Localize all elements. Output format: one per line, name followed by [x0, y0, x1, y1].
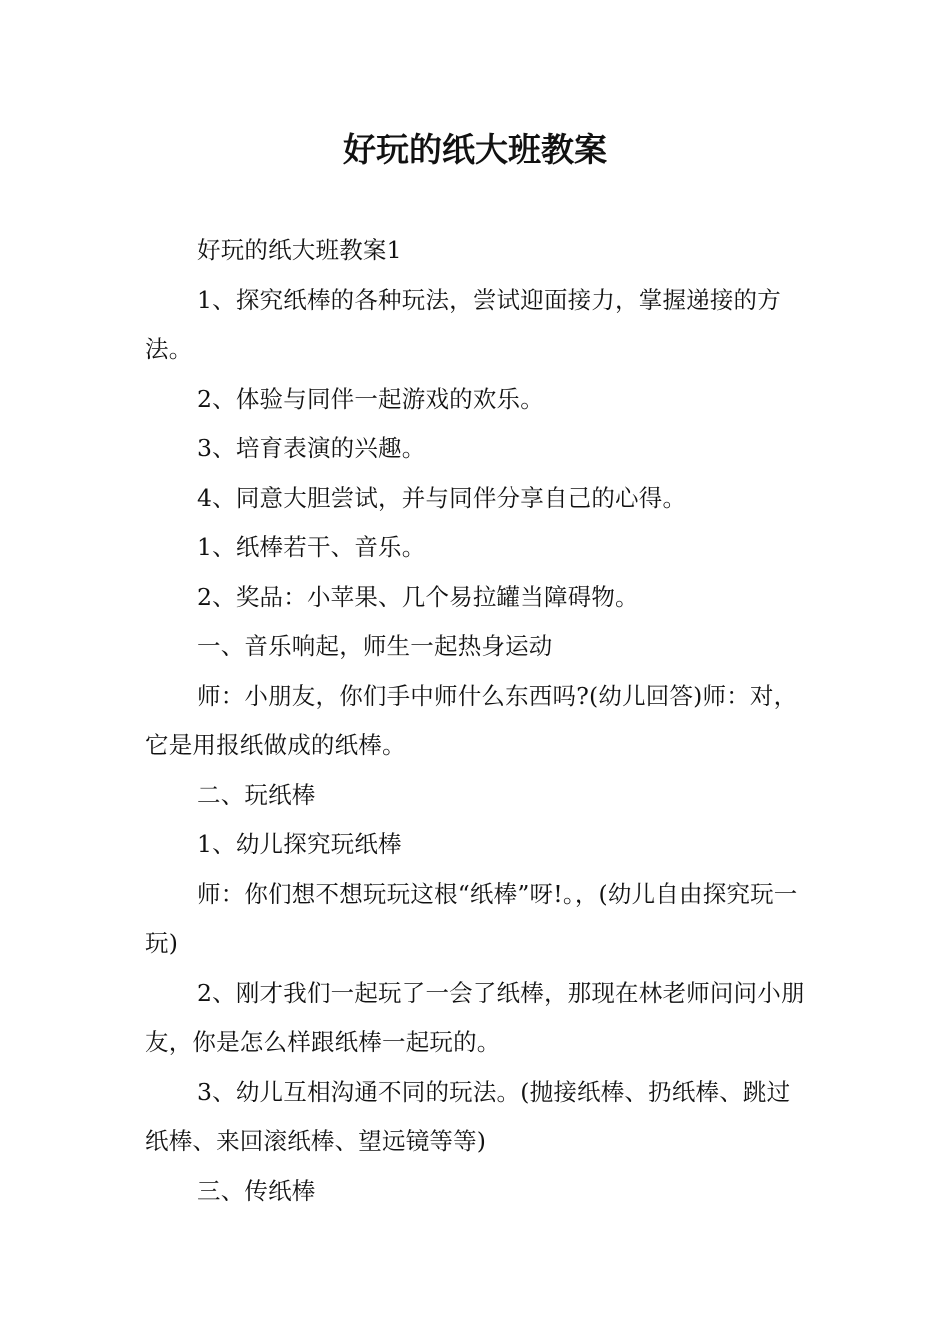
paragraph: 2、奖品：小苹果、几个易拉罐当障碍物。 — [197, 582, 639, 611]
paragraph: 三、传纸棒 — [197, 1176, 316, 1205]
paragraph: 师：小朋友，你们手中师什么东西吗?(幼儿回答)师：对，它是用报纸做成的纸棒。 — [145, 681, 798, 759]
paragraph: 师：你们想不想玩玩这根“纸棒”呀!。，(幼儿自由探究玩一玩) — [145, 879, 798, 957]
paragraph: 3、培育表演的兴趣。 — [197, 434, 426, 462]
paragraph: 4、同意大胆尝试，并与同伴分享自己的心得。 — [197, 483, 687, 512]
paragraph: 二、玩纸棒 — [197, 780, 316, 809]
paragraph: 1、幼儿探究玩纸棒 — [197, 830, 402, 858]
paragraph: 2、刚才我们一起玩了一会了纸棒，那现在林老师问问小朋友，你是怎么样跟纸棒一起玩的。 — [145, 978, 805, 1056]
document-title: 好玩的纸大班教案 — [343, 130, 607, 169]
document-body — [145, 226, 809, 1216]
paragraph: 1、探究纸棒的各种玩法，尝试迎面接力，掌握递接的方法。 — [145, 285, 781, 363]
paragraph: 2、体验与同伴一起游戏的欢乐。 — [197, 384, 544, 413]
paragraph: 好玩的纸大班教案1 — [197, 236, 402, 264]
paragraph: 一、音乐响起，师生一起热身运动 — [197, 632, 553, 660]
paragraph: 1、纸棒若干、音乐。 — [197, 533, 426, 561]
paragraph: 3、幼儿互相沟通不同的玩法。(抛接纸棒、扔纸棒、跳过纸棒、来回滚纸棒、望远镜等等) — [145, 1077, 791, 1155]
